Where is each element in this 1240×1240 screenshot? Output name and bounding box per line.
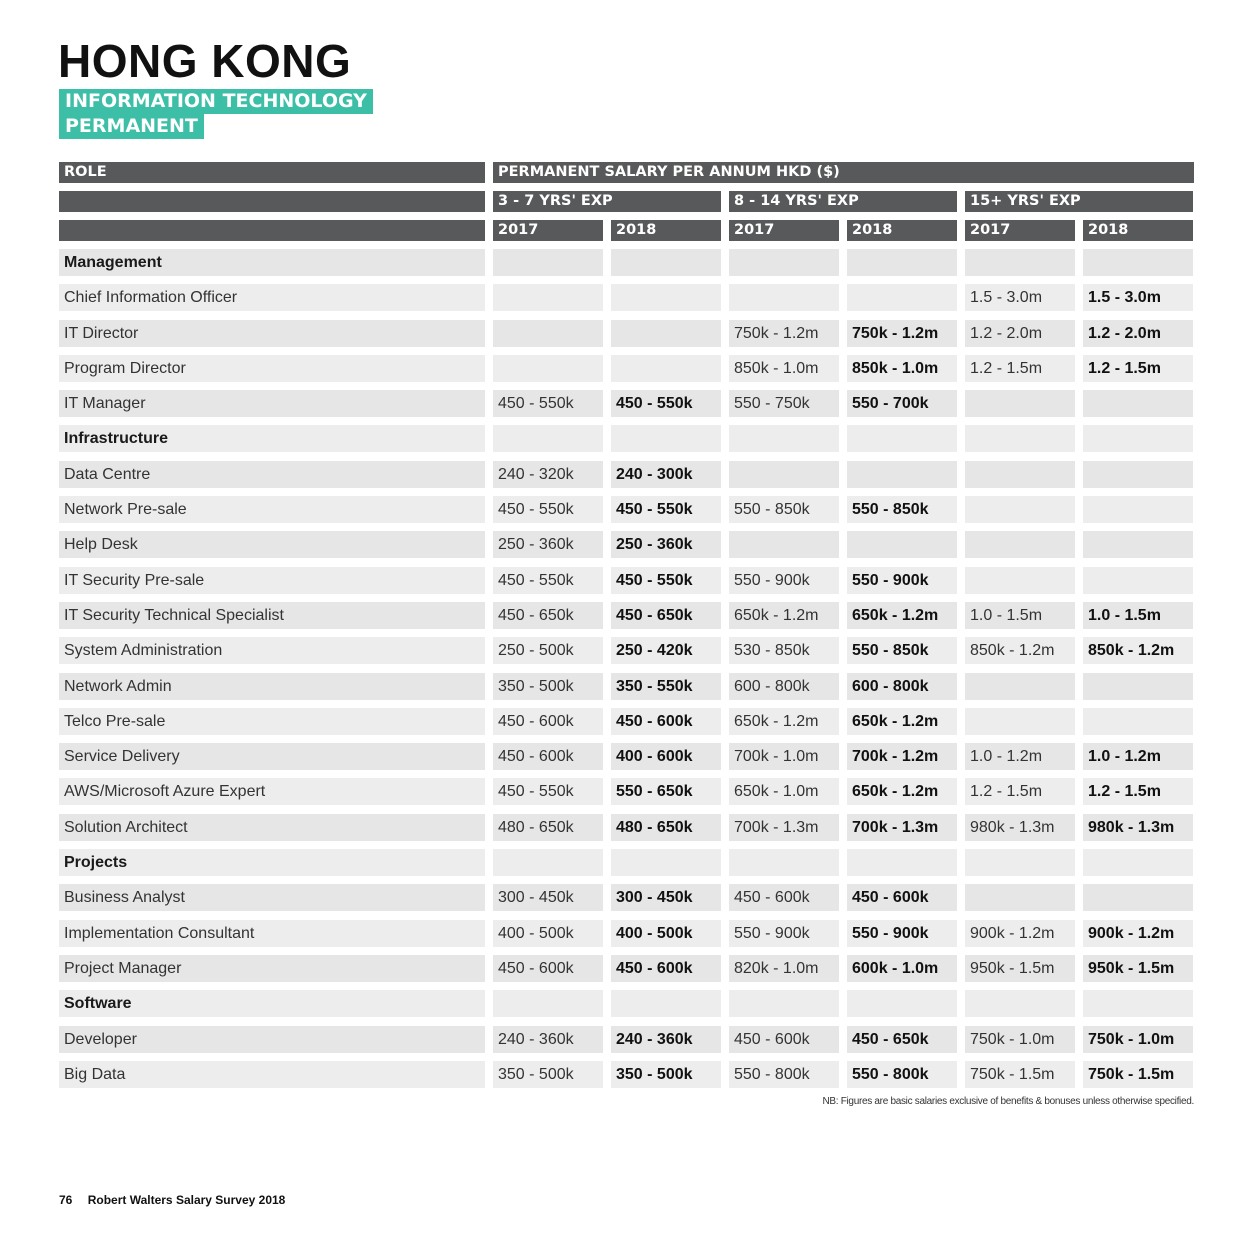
table-row (59, 531, 1194, 558)
salary-2017: 980k - 1.3m (965, 814, 1075, 841)
salary-2018 (847, 461, 957, 488)
salary-2017 (729, 849, 839, 876)
salary-2018 (611, 284, 721, 311)
salary-2017 (965, 673, 1075, 700)
role-name: IT Security Technical Specialist (59, 602, 485, 629)
salary-2018: 750k - 1.0m (1083, 1026, 1193, 1053)
salary-2017 (965, 496, 1075, 523)
salary-2018: 850k - 1.2m (1083, 637, 1193, 664)
table-row (59, 320, 1194, 347)
salary-2018 (611, 849, 721, 876)
salary-2018: 980k - 1.3m (1083, 814, 1193, 841)
exp-group-header: 8 - 14 YRS' EXP (729, 191, 957, 212)
salary-2017: 1.0 - 1.2m (965, 743, 1075, 770)
role-name: Program Director (59, 355, 485, 382)
salary-2018: 750k - 1.2m (847, 320, 957, 347)
salary-2017: 950k - 1.5m (965, 955, 1075, 982)
salary-2017: 450 - 650k (493, 602, 603, 629)
page-number: 76 (59, 1193, 73, 1207)
salary-2018: 240 - 300k (611, 461, 721, 488)
salary-2018 (611, 355, 721, 382)
salary-2017: 1.2 - 1.5m (965, 778, 1075, 805)
year-header: 2017 (493, 220, 603, 241)
salary-2018: 950k - 1.5m (1083, 955, 1193, 982)
salary-2017 (729, 461, 839, 488)
table-row (59, 567, 1194, 594)
salary-2017: 450 - 600k (493, 955, 603, 982)
role-name: System Administration (59, 637, 485, 664)
table-row (59, 284, 1194, 311)
salary-2018 (847, 425, 957, 452)
salary-2017 (965, 849, 1075, 876)
salary-2018: 350 - 550k (611, 673, 721, 700)
salary-table (59, 162, 1194, 1096)
salary-2018: 900k - 1.2m (1083, 920, 1193, 947)
salary-2017: 240 - 360k (493, 1026, 603, 1053)
table-row (59, 390, 1194, 417)
salary-2018: 850k - 1.0m (847, 355, 957, 382)
salary-2017 (965, 884, 1075, 911)
salary-2017: 530 - 850k (729, 637, 839, 664)
salary-2018 (1083, 849, 1193, 876)
salary-column-header: PERMANENT SALARY PER ANNUM HKD ($) (493, 162, 1194, 183)
salary-2017: 550 - 750k (729, 390, 839, 417)
role-name: IT Security Pre-sale (59, 567, 485, 594)
experience-header-row (59, 191, 1194, 212)
role-name: Help Desk (59, 531, 485, 558)
exp-group-header: 3 - 7 YRS' EXP (493, 191, 721, 212)
salary-2018 (611, 425, 721, 452)
year-header: 2017 (965, 220, 1075, 241)
salary-2018 (611, 990, 721, 1017)
salary-2017: 450 - 600k (493, 743, 603, 770)
salary-2018: 240 - 360k (611, 1026, 721, 1053)
salary-2018: 450 - 600k (611, 708, 721, 735)
page-title: HONG KONG (58, 35, 352, 87)
salary-2018 (1083, 567, 1193, 594)
salary-2017: 850k - 1.0m (729, 355, 839, 382)
role-name: Network Pre-sale (59, 496, 485, 523)
salary-2017: 450 - 550k (493, 778, 603, 805)
salary-2017: 350 - 500k (493, 673, 603, 700)
salary-2018: 1.2 - 1.5m (1083, 778, 1193, 805)
salary-2018: 1.5 - 3.0m (1083, 284, 1193, 311)
category-row (59, 425, 1194, 452)
salary-2017: 700k - 1.3m (729, 814, 839, 841)
salary-2018: 450 - 600k (611, 955, 721, 982)
salary-2017 (729, 425, 839, 452)
salary-2017 (965, 425, 1075, 452)
salary-2017 (965, 567, 1075, 594)
year-header: 2017 (729, 220, 839, 241)
salary-2017: 550 - 800k (729, 1061, 839, 1088)
table-row (59, 920, 1194, 947)
year-header: 2018 (847, 220, 957, 241)
salary-2018 (611, 249, 721, 276)
table-row (59, 743, 1194, 770)
salary-2018: 600 - 800k (847, 673, 957, 700)
salary-2018: 1.0 - 1.2m (1083, 743, 1193, 770)
salary-2018 (1083, 708, 1193, 735)
salary-2017 (729, 249, 839, 276)
salary-2017: 850k - 1.2m (965, 637, 1075, 664)
salary-2017 (493, 284, 603, 311)
salary-2017: 450 - 550k (493, 496, 603, 523)
salary-2017: 550 - 850k (729, 496, 839, 523)
role-name: Telco Pre-sale (59, 708, 485, 735)
table-header-row (59, 162, 1194, 183)
salary-2018: 450 - 650k (611, 602, 721, 629)
category-row (59, 990, 1194, 1017)
category-row (59, 249, 1194, 276)
salary-2018 (1083, 884, 1193, 911)
role-name: Network Admin (59, 673, 485, 700)
salary-2018: 450 - 600k (847, 884, 957, 911)
role-name: Implementation Consultant (59, 920, 485, 947)
salary-2017: 350 - 500k (493, 1061, 603, 1088)
salary-2018: 250 - 360k (611, 531, 721, 558)
salary-2017: 250 - 360k (493, 531, 603, 558)
salary-2017: 750k - 1.2m (729, 320, 839, 347)
salary-2017: 650k - 1.0m (729, 778, 839, 805)
salary-2018: 350 - 500k (611, 1061, 721, 1088)
salary-2018 (1083, 390, 1193, 417)
salary-2018: 700k - 1.3m (847, 814, 957, 841)
salary-2017 (965, 531, 1075, 558)
salary-2017: 750k - 1.0m (965, 1026, 1075, 1053)
table-row (59, 814, 1194, 841)
table-row (59, 1061, 1194, 1088)
salary-2017 (965, 461, 1075, 488)
salary-2017 (493, 249, 603, 276)
exp-group-header: 15+ YRS' EXP (965, 191, 1193, 212)
table-row (59, 1026, 1194, 1053)
salary-2017: 250 - 500k (493, 637, 603, 664)
category-label: Management (59, 249, 485, 276)
salary-2018 (1083, 425, 1193, 452)
role-name: Data Centre (59, 461, 485, 488)
role-name: Project Manager (59, 955, 485, 982)
salary-2017: 1.0 - 1.5m (965, 602, 1075, 629)
salary-2018 (847, 284, 957, 311)
salary-2018: 550 - 900k (847, 920, 957, 947)
salary-2017: 450 - 550k (493, 567, 603, 594)
salary-2017 (493, 849, 603, 876)
role-name: Business Analyst (59, 884, 485, 911)
section-type-label: PERMANENT (59, 114, 204, 139)
table-row (59, 673, 1194, 700)
page-footer (59, 1193, 285, 1207)
table-row (59, 778, 1194, 805)
salary-2018 (1083, 496, 1193, 523)
salary-2018: 550 - 850k (847, 637, 957, 664)
salary-2018: 480 - 650k (611, 814, 721, 841)
salary-2018: 450 - 550k (611, 390, 721, 417)
salary-2018 (1083, 531, 1193, 558)
table-body (59, 249, 1194, 1088)
year-header: 2018 (1083, 220, 1193, 241)
salary-2017: 1.5 - 3.0m (965, 284, 1075, 311)
role-name: Chief Information Officer (59, 284, 485, 311)
salary-2017: 450 - 600k (729, 884, 839, 911)
salary-2018: 750k - 1.5m (1083, 1061, 1193, 1088)
salary-2017 (965, 249, 1075, 276)
role-name: Developer (59, 1026, 485, 1053)
salary-2017: 550 - 900k (729, 567, 839, 594)
salary-2018: 1.2 - 1.5m (1083, 355, 1193, 382)
salary-2018: 550 - 700k (847, 390, 957, 417)
salary-2018: 550 - 900k (847, 567, 957, 594)
salary-2017 (965, 990, 1075, 1017)
salary-2017: 480 - 650k (493, 814, 603, 841)
table-row (59, 884, 1194, 911)
salary-2017: 550 - 900k (729, 920, 839, 947)
footnote: NB: Figures are basic salaries exclusive of benefits & bonuses unless otherwise specified. (822, 1096, 1194, 1107)
salary-2017: 450 - 550k (493, 390, 603, 417)
salary-2017 (493, 425, 603, 452)
salary-2017 (729, 284, 839, 311)
salary-2018: 450 - 550k (611, 496, 721, 523)
salary-2018: 650k - 1.2m (847, 602, 957, 629)
table-row (59, 496, 1194, 523)
salary-2018: 450 - 550k (611, 567, 721, 594)
salary-2017: 650k - 1.2m (729, 602, 839, 629)
role-name: Big Data (59, 1061, 485, 1088)
salary-2018: 650k - 1.2m (847, 708, 957, 735)
role-name: IT Manager (59, 390, 485, 417)
category-label: Projects (59, 849, 485, 876)
category-row (59, 849, 1194, 876)
role-name: IT Director (59, 320, 485, 347)
salary-2017 (493, 990, 603, 1017)
role-name: Solution Architect (59, 814, 485, 841)
year-header: 2018 (611, 220, 721, 241)
header-spacer (59, 220, 485, 241)
table-row (59, 355, 1194, 382)
salary-2018: 700k - 1.2m (847, 743, 957, 770)
table-row (59, 637, 1194, 664)
salary-2017: 820k - 1.0m (729, 955, 839, 982)
header-spacer (59, 191, 485, 212)
category-label: Software (59, 990, 485, 1017)
salary-2017: 1.2 - 2.0m (965, 320, 1075, 347)
salary-2017: 750k - 1.5m (965, 1061, 1075, 1088)
salary-2017 (729, 531, 839, 558)
salary-2018: 550 - 800k (847, 1061, 957, 1088)
salary-2018 (611, 320, 721, 347)
salary-2018: 650k - 1.2m (847, 778, 957, 805)
salary-2018 (847, 531, 957, 558)
salary-2018 (1083, 990, 1193, 1017)
salary-2017: 300 - 450k (493, 884, 603, 911)
salary-2018: 450 - 650k (847, 1026, 957, 1053)
salary-2018 (1083, 673, 1193, 700)
salary-2018: 550 - 850k (847, 496, 957, 523)
salary-2017: 450 - 600k (493, 708, 603, 735)
salary-2017: 240 - 320k (493, 461, 603, 488)
salary-2017: 450 - 600k (729, 1026, 839, 1053)
table-row (59, 955, 1194, 982)
table-row (59, 602, 1194, 629)
salary-2017: 900k - 1.2m (965, 920, 1075, 947)
salary-2018: 1.0 - 1.5m (1083, 602, 1193, 629)
salary-2018 (847, 249, 957, 276)
role-name: Service Delivery (59, 743, 485, 770)
salary-2017: 650k - 1.2m (729, 708, 839, 735)
salary-2018: 400 - 600k (611, 743, 721, 770)
salary-2018: 250 - 420k (611, 637, 721, 664)
role-name: AWS/Microsoft Azure Expert (59, 778, 485, 805)
table-row (59, 708, 1194, 735)
salary-2017 (493, 320, 603, 347)
salary-2017: 600 - 800k (729, 673, 839, 700)
salary-2018 (847, 990, 957, 1017)
salary-2017 (965, 708, 1075, 735)
salary-2018 (1083, 249, 1193, 276)
table-row (59, 461, 1194, 488)
role-column-header: ROLE (59, 162, 485, 183)
salary-2018: 550 - 650k (611, 778, 721, 805)
salary-2017 (493, 355, 603, 382)
salary-2018: 600k - 1.0m (847, 955, 957, 982)
publication-name: Robert Walters Salary Survey 2018 (87, 1193, 286, 1207)
salary-2017: 1.2 - 1.5m (965, 355, 1075, 382)
salary-2018: 300 - 450k (611, 884, 721, 911)
salary-2017: 400 - 500k (493, 920, 603, 947)
salary-2018: 400 - 500k (611, 920, 721, 947)
salary-2017: 700k - 1.0m (729, 743, 839, 770)
category-label: Infrastructure (59, 425, 485, 452)
salary-2017 (729, 990, 839, 1017)
salary-2017 (965, 390, 1075, 417)
salary-2018: 1.2 - 2.0m (1083, 320, 1193, 347)
salary-2018 (1083, 461, 1193, 488)
salary-2018 (847, 849, 957, 876)
section-subtitle: INFORMATION TECHNOLOGY (59, 89, 373, 114)
year-header-row (59, 220, 1194, 241)
